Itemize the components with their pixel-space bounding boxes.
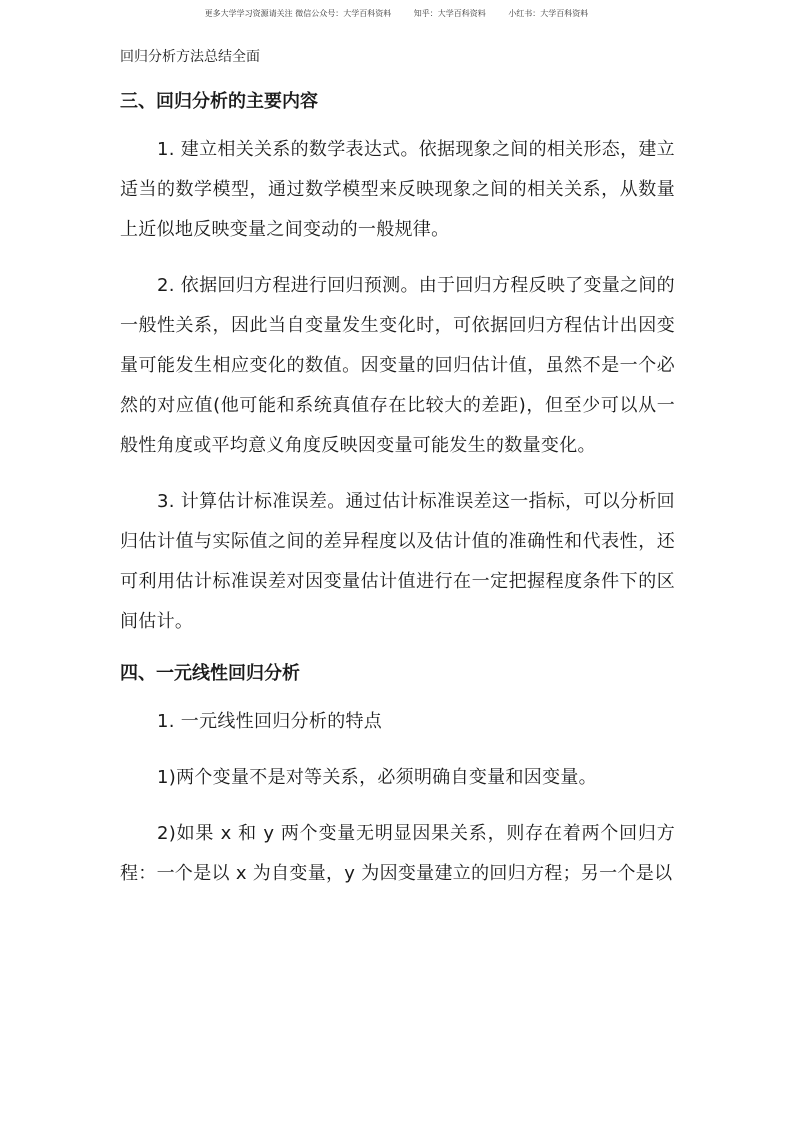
section-4-paragraph-1: 1. 一元线性回归分析的特点	[157, 711, 383, 732]
section-3-paragraph-3: 3. 计算估计标准误差。通过估计标准误差这一指标，可以分析回归估计值与实际值之间的差异程度以及估计值的准确性和代表性，还可利用估计标准误差对因变量估计值进行在一定把握程度条件下的区间估计。	[120, 491, 675, 632]
header-xiaohongshu-text: 小红书：大学百科资料	[508, 9, 589, 18]
section-3-paragraph-1: 1. 建立相关关系的数学表达式。依据现象之间的相关形态，建立适当的数学模型，通过数学模型来反映现象之间的相关关系，从数量上近似地反映变量之间变动的一般规律。	[120, 139, 675, 240]
section-4-paragraph-3: 2)如果 x 和 y 两个变量无明显因果关系，则存在着两个回归方程：一个是以 x 为自变量，y 为因变量建立的回归方程；另一个是以	[120, 823, 675, 884]
document-body	[120, 86, 675, 894]
page-header	[0, 8, 793, 19]
section-4-heading: 四、一元线性回归分析	[120, 663, 300, 684]
section-3-paragraph-2: 2. 依据回归方程进行回归预测。由于回归方程反映了变量之间的一般性关系，因此当自变量发生变化时，可依据回归方程估计出因变量可能发生相应变化的数值。因变量的回归估计值，虽然不是一个必然的对应值(他可能和系统真值存在比较大的差距)，但至少可以从一般性角度或平均意义角度反映因变量可能发生的数量变化。	[120, 275, 675, 456]
header-wechat-text: 更多大学学习资源请关注 微信公众号：大学百科资料	[204, 9, 392, 18]
section-3-heading: 三、回归分析的主要内容	[120, 91, 318, 112]
section-4-paragraph-2: 1)两个变量不是对等关系，必须明确自变量和因变量。	[157, 767, 597, 788]
header-zhihu-text: 知乎：大学百科资料	[413, 9, 486, 18]
document-title: 回归分析方法总结全面	[120, 49, 260, 65]
